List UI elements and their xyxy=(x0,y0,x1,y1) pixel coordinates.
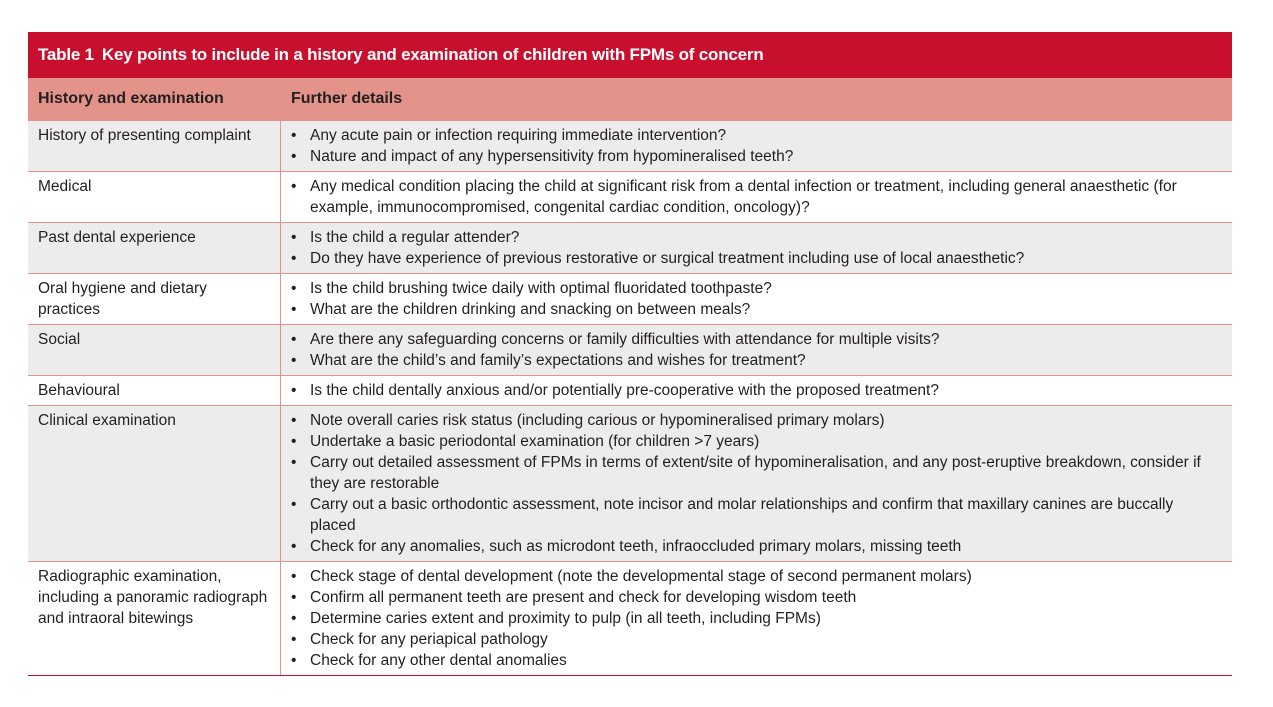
row-label: Oral hygiene and dietary practices xyxy=(28,274,281,324)
list-item: • Confirm all permanent teeth are present and check for developing wisdom teeth xyxy=(291,587,1222,608)
table-row xyxy=(28,324,1232,375)
column-header-details: Further details xyxy=(291,90,403,107)
list-item: • Check for any other dental anomalies xyxy=(291,650,1222,671)
table-row xyxy=(28,375,1232,405)
table-row xyxy=(28,405,1232,561)
list-item: • What are the child’s and family’s expectations and wishes for treatment? xyxy=(291,350,1222,371)
list-item: • Any medical condition placing the child at significant risk from a dental infection or treatment, including general anaesthetic (for example, immunocompromised, congenital cardiac condition, oncology)? xyxy=(291,176,1222,218)
list-item: • Any acute pain or infection requiring immediate intervention? xyxy=(291,125,1222,146)
row-label: Radiographic examination, including a panoramic radiograph and intraoral bitewings xyxy=(28,562,281,675)
details-list xyxy=(291,410,1222,557)
table-row xyxy=(28,120,1232,171)
list-item: • What are the children drinking and snacking on between meals? xyxy=(291,299,1222,320)
list-item: • Nature and impact of any hypersensitivity from hypomineralised teeth? xyxy=(291,146,1222,167)
details-list xyxy=(291,566,1222,671)
row-label: Clinical examination xyxy=(28,406,281,561)
key-points-table xyxy=(28,32,1232,676)
row-label: Medical xyxy=(28,172,281,222)
table-title-bar xyxy=(28,32,1232,78)
list-item: • Check for any periapical pathology xyxy=(291,629,1222,650)
list-item: • Is the child dentally anxious and/or potentially pre-cooperative with the proposed treatment? xyxy=(291,380,1222,401)
row-details xyxy=(281,376,1232,405)
list-item: • Check stage of dental development (note the developmental stage of second permanent molars) xyxy=(291,566,1222,587)
row-details xyxy=(281,325,1232,375)
row-label: Social xyxy=(28,325,281,375)
list-item: • Determine caries extent and proximity to pulp (in all teeth, including FPMs) xyxy=(291,608,1222,629)
details-list xyxy=(291,176,1222,218)
details-list xyxy=(291,125,1222,167)
table-body xyxy=(28,120,1232,676)
row-details xyxy=(281,562,1232,675)
table-number: Table 1 xyxy=(38,45,94,64)
list-item: • Is the child brushing twice daily with optimal fluoridated toothpaste? xyxy=(291,278,1222,299)
row-details xyxy=(281,121,1232,171)
table-row xyxy=(28,561,1232,675)
table-row xyxy=(28,171,1232,222)
list-item: • Undertake a basic periodontal examination (for children >7 years) xyxy=(291,431,1222,452)
details-list xyxy=(291,227,1222,269)
row-details xyxy=(281,172,1232,222)
row-label: Past dental experience xyxy=(28,223,281,273)
row-details xyxy=(281,274,1232,324)
list-item: • Is the child a regular attender? xyxy=(291,227,1222,248)
table-row xyxy=(28,273,1232,324)
list-item: • Check for any anomalies, such as microdont teeth, infraoccluded primary molars, missing teeth xyxy=(291,536,1222,557)
list-item: • Do they have experience of previous restorative or surgical treatment including use of local anaesthetic? xyxy=(291,248,1222,269)
list-item: • Are there any safeguarding concerns or family difficulties with attendance for multiple visits? xyxy=(291,329,1222,350)
list-item: • Note overall caries risk status (including carious or hypomineralised primary molars) xyxy=(291,410,1222,431)
table-row xyxy=(28,222,1232,273)
table-header-row xyxy=(28,78,1232,120)
list-item: • Carry out a basic orthodontic assessment, note incisor and molar relationships and confirm that maxillary canines are buccally placed xyxy=(291,494,1222,536)
list-item: • Carry out detailed assessment of FPMs in terms of extent/site of hypomineralisation, and any post-eruptive breakdown, consider if they are restorable xyxy=(291,452,1222,494)
details-list xyxy=(291,380,1222,401)
row-label: History of presenting complaint xyxy=(28,121,281,171)
table-title: Key points to include in a history and examination of children with FPMs of concern xyxy=(101,45,764,64)
row-label: Behavioural xyxy=(28,376,281,405)
details-list xyxy=(291,278,1222,320)
details-list xyxy=(291,329,1222,371)
row-details xyxy=(281,223,1232,273)
row-details xyxy=(281,406,1232,561)
column-header-history: History and examination xyxy=(38,90,224,107)
